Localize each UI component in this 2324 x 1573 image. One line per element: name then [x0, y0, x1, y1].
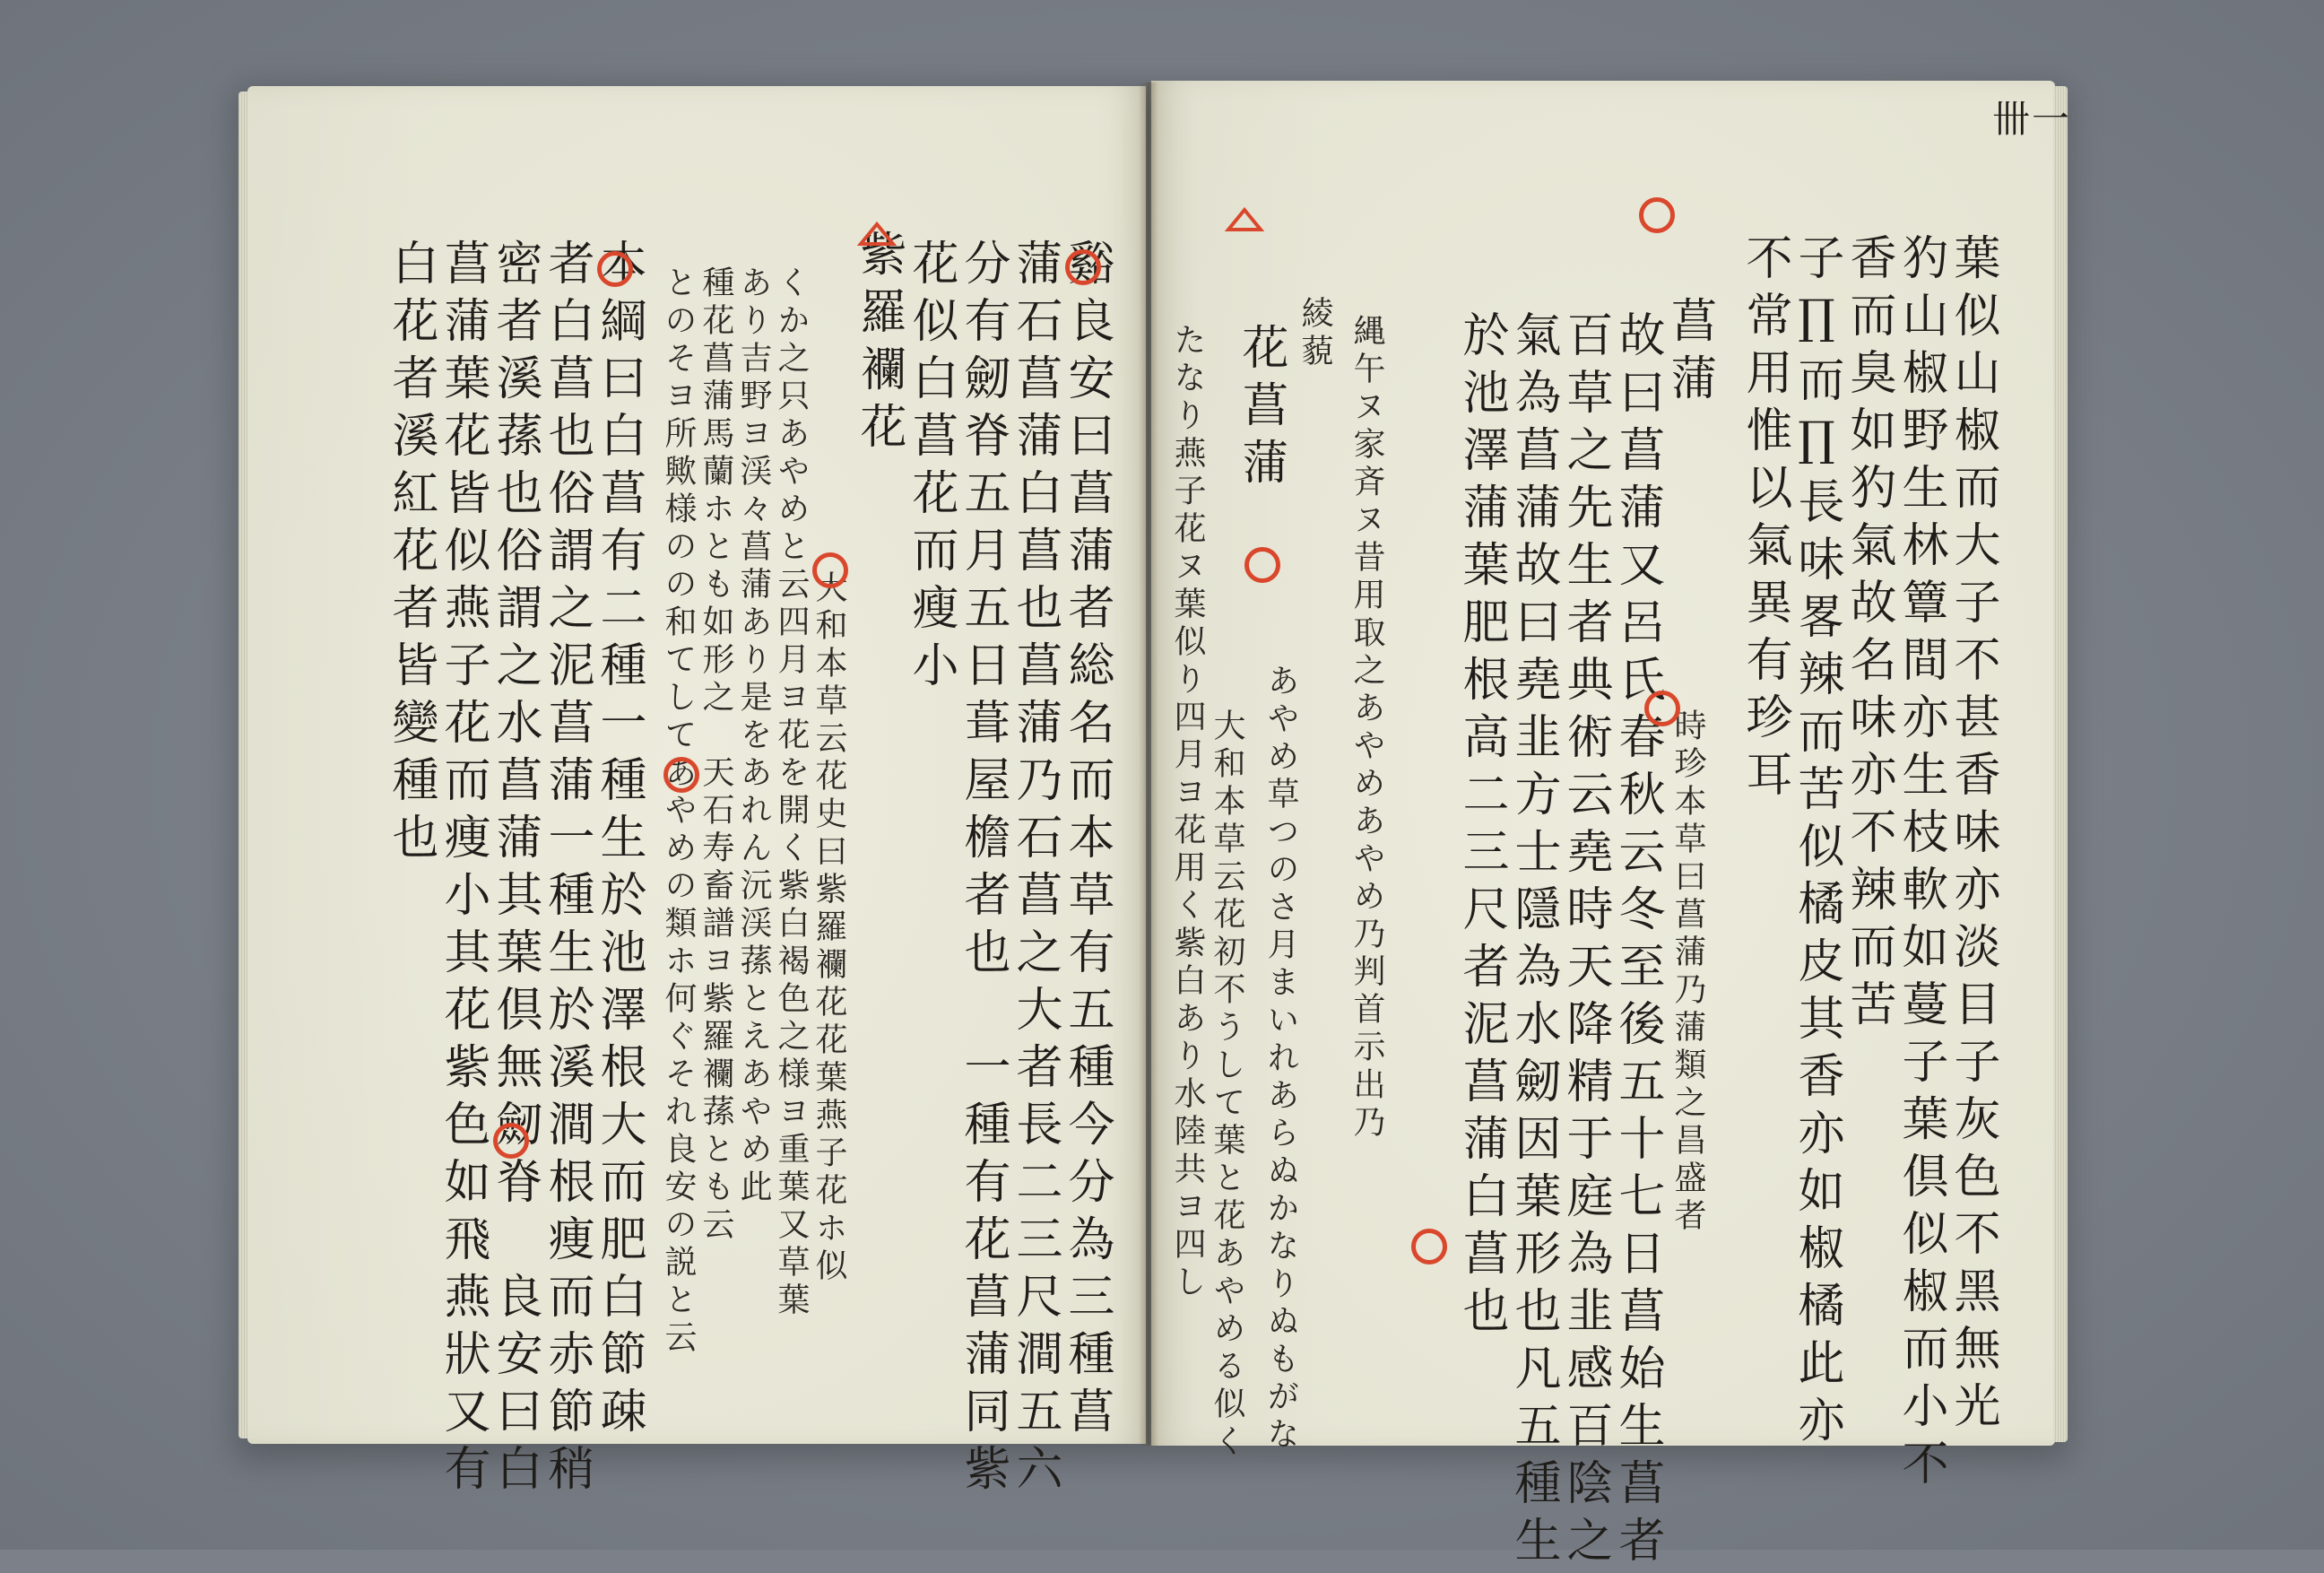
red-circle-mark [663, 757, 699, 793]
left-col-8: あり吉野ヨ渓々菖蒲あり是をあれん沅渓蓀とえあやめ此 [735, 265, 772, 1207]
folio-number: 卌一 [1992, 97, 2072, 141]
right-col-2: 犳山椒野生林簟間亦生枝軟如蔓子葉倶似椒而小不 [1894, 233, 1947, 1496]
red-circle-mark [1639, 197, 1675, 233]
right-col-5: 不常用惟以氣異有珍耳 [1738, 233, 1791, 807]
left-col-2: 蒲石菖蒲白菖也菖蒲乃石菖之大者長二三尺澗五六 [1008, 239, 1062, 1501]
left-col-12: 者白菖也俗謂之泥菖蒲一種生於溪澗根痩而赤節稍 [540, 239, 594, 1501]
right-col-9: 氣為菖蒲故曰堯韭方士隱為水劒因葉形也凡五種生 [1506, 310, 1560, 1573]
right-col-12: 綾藐 [1296, 296, 1333, 371]
left-col-13: 密者溪蓀也俗謂之水菖蒲其葉倶無劒脊 良安曰白 [488, 239, 542, 1501]
right-col-3: 香而臭如犳氣故名味亦不辣而苦 [1842, 233, 1895, 1037]
right-annotation-cursive-c: たなり燕子花ヌ葉似り四月ヨ花用く紫白あり水陸共ヨ四し [1169, 323, 1206, 1302]
right-col-6: 菖蒲 [1662, 296, 1716, 411]
left-col-1: 谿良安曰菖蒲者総名而本草有五種今分為三種菖 [1060, 239, 1114, 1444]
left-col-4: 花似白菖花而瘦小 [904, 239, 958, 698]
right-col-8: 百草之先生者典術云堯時天降精于庭為韭感百陰之 [1558, 310, 1612, 1573]
left-col-15: 白花者溪紅花者皆變種也 [384, 239, 438, 870]
right-page [1151, 81, 2055, 1573]
left-page [247, 86, 1146, 1501]
red-circle-mark [1411, 1229, 1447, 1264]
red-circle-mark [493, 1123, 529, 1159]
page-edges-right [2053, 86, 2068, 1442]
right-col-4: 子∏而∏長味畧辣而苦似橘皮其香亦如椒橘此亦 [1790, 233, 1843, 1453]
right-annotation-circle-2: 時珍本草曰菖蒲乃蒲類之昌盛者 [1669, 708, 1706, 1236]
right-annotation-triangle-head: 花菖蒲 [1234, 323, 1288, 495]
red-circle-mark [1065, 249, 1101, 285]
right-col-1: 葉似山椒而大子不甚香味亦淡目子灰色不黑無光 [1946, 233, 1999, 1438]
red-circle-mark [1244, 547, 1280, 583]
right-col-10: 於池澤蒲葉肥根高二三尺者泥菖蒲白菖也 [1454, 310, 1508, 1343]
right-col-7: 故曰菖蒲又呂氏春秋云冬至後五十七日菖始生菖者 [1610, 310, 1664, 1573]
red-circle-mark [1644, 691, 1680, 726]
right-annotation-cursive-b: 大和本草云花初不うして葉と花あやめる似く [1209, 708, 1245, 1462]
left-col-10: とのそヨ所歟様のの和てしてあやめの類ホ何ぐそれ良安の説と云 [660, 265, 697, 1358]
right-annotation-cursive-a: あやめ草つのさ月まいれあらぬかなりぬもがな [1262, 664, 1299, 1455]
book-gutter [1139, 83, 1158, 1446]
left-col-7: くか之只あやめと云四月ヨ花を開く紫白褐色之様ヨ重葉又草葉 [773, 265, 810, 1320]
red-circle-mark [812, 552, 848, 588]
right-col-11: 縄午ヌ家斉ヌ昔用取之あやめあやめ乃判首示出乃 [1348, 314, 1385, 1143]
left-col-9: 種花菖蒲馬蘭ホとも如形之 天石寿畜譜ヨ紫羅襴蓀とも云 [698, 265, 734, 1245]
left-col-3: 分有劒脊五月五日葺屋檐者也 一種有花菖蒲同紫 [956, 239, 1010, 1501]
left-col-14: 菖蒲葉花皆似燕子花而痩小其花紫色如飛燕狀又有 [436, 239, 490, 1501]
left-col-11: 本綱曰白菖有二種一種生於池澤根大而肥白節疎 [592, 239, 646, 1444]
red-circle-mark [597, 251, 633, 287]
left-col-6: 大和本草云花史曰紫羅襴花花葉燕子花ホ似 [811, 570, 847, 1286]
left-col-5: 紫羅襴花 [852, 230, 906, 459]
